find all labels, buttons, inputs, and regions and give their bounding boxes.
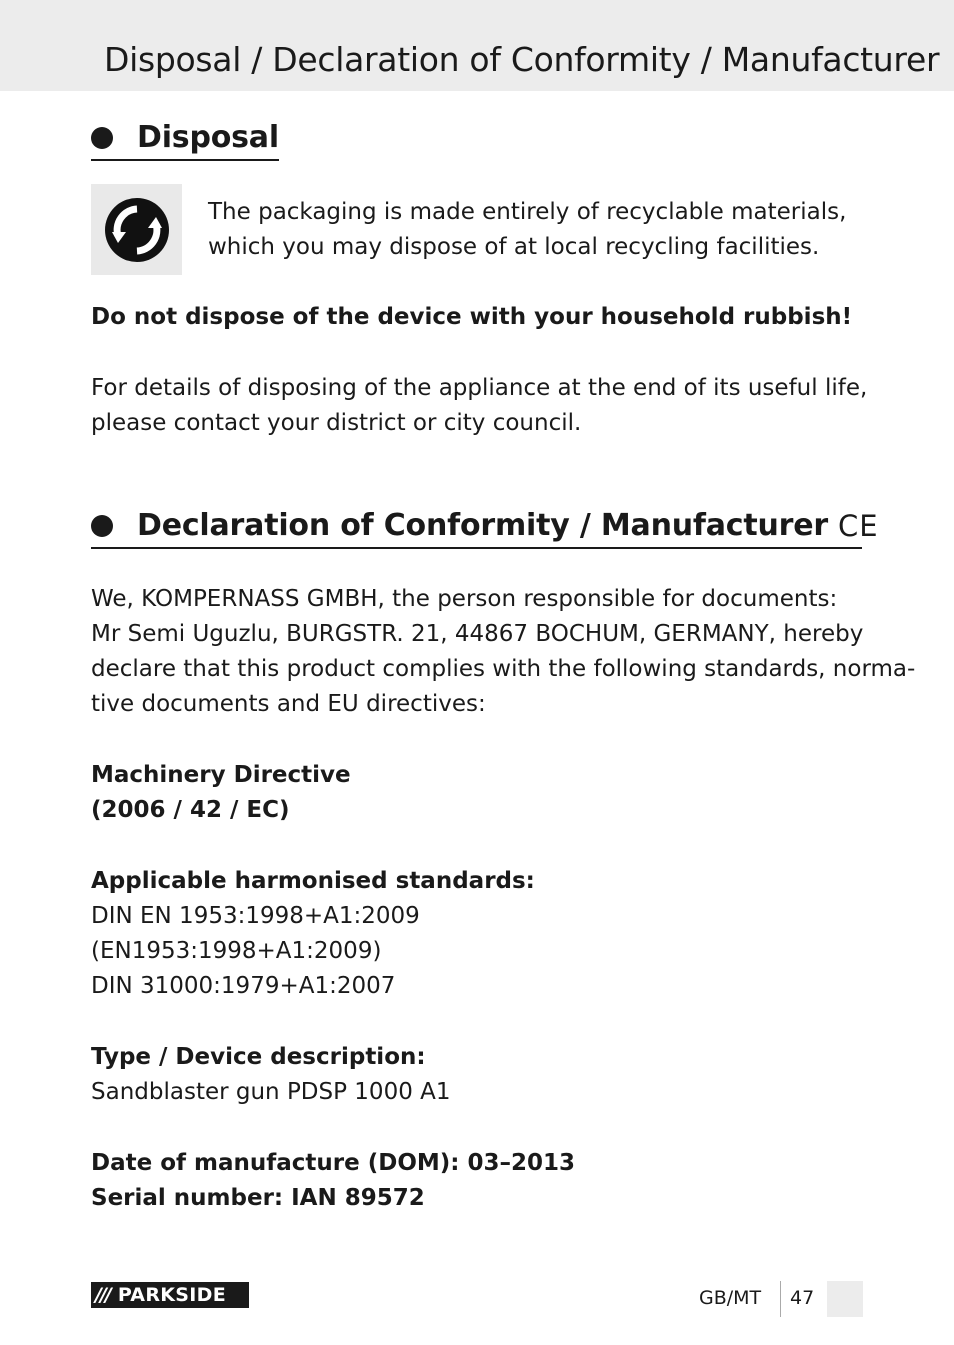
conformity-intro-line4: tive documents and EU directives: — [91, 691, 486, 717]
type-value: Sandblaster gun PDSP 1000 A1 — [91, 1079, 451, 1105]
directive-code: (2006 / 42 / EC) — [91, 797, 290, 823]
conformity-heading-text: Declaration of Conformity / Manufacturer — [137, 508, 828, 543]
logo-brand-text: PARKSIDE — [117, 1284, 226, 1306]
serial-number: Serial number: IAN 89572 — [91, 1185, 425, 1211]
bullet-icon — [91, 515, 113, 537]
standard-item: DIN EN 1953:1998+A1:2009 — [91, 903, 420, 929]
disposal-details-line2: please contact your district or city council. — [91, 410, 582, 436]
disposal-heading-text: Disposal — [137, 120, 279, 155]
conformity-heading — [91, 508, 879, 549]
footer-divider — [780, 1281, 781, 1317]
conformity-intro-line1: We, KOMPERNASS GMBH, the person responsible for documents: — [91, 586, 838, 612]
footer-language: GB/MT — [699, 1287, 762, 1309]
standards-title: Applicable harmonised standards: — [91, 868, 535, 894]
bullet-icon — [91, 127, 113, 149]
directive-title: Machinery Directive — [91, 762, 351, 788]
disposal-heading — [91, 120, 279, 161]
disposal-warning: Do not dispose of the device with your household rubbish! — [91, 304, 853, 330]
packaging-text-line1: The packaging is made entirely of recyclable materials, — [208, 199, 847, 225]
standard-item: DIN 31000:1979+A1:2007 — [91, 973, 396, 999]
logo-stripes-icon: /// — [95, 1284, 110, 1306]
recycle-symbol-icon — [104, 197, 170, 263]
page-number: 47 — [790, 1287, 815, 1309]
type-title: Type / Device description: — [91, 1044, 426, 1070]
conformity-intro-line2: Mr Semi Uguzlu, BURGSTR. 21, 44867 BOCHUM, GERMANY, hereby — [91, 621, 864, 647]
parkside-logo — [91, 1282, 249, 1308]
page-title: Disposal / Declaration of Conformity / Manufacturer — [104, 40, 940, 79]
disposal-details-line1: For details of disposing of the appliance at the end of its useful life, — [91, 375, 868, 401]
footer-box — [827, 1281, 863, 1317]
standard-item: (EN1953:1998+A1:2009) — [91, 938, 382, 964]
packaging-text-line2: which you may dispose of at local recycling facilities. — [208, 234, 820, 260]
date-of-manufacture: Date of manufacture (DOM): 03–2013 — [91, 1150, 576, 1176]
ce-mark-icon: CE — [838, 508, 879, 543]
green-dot-recycling-icon — [91, 184, 182, 275]
conformity-intro-line3: declare that this product complies with the following standards, norma- — [91, 656, 916, 682]
